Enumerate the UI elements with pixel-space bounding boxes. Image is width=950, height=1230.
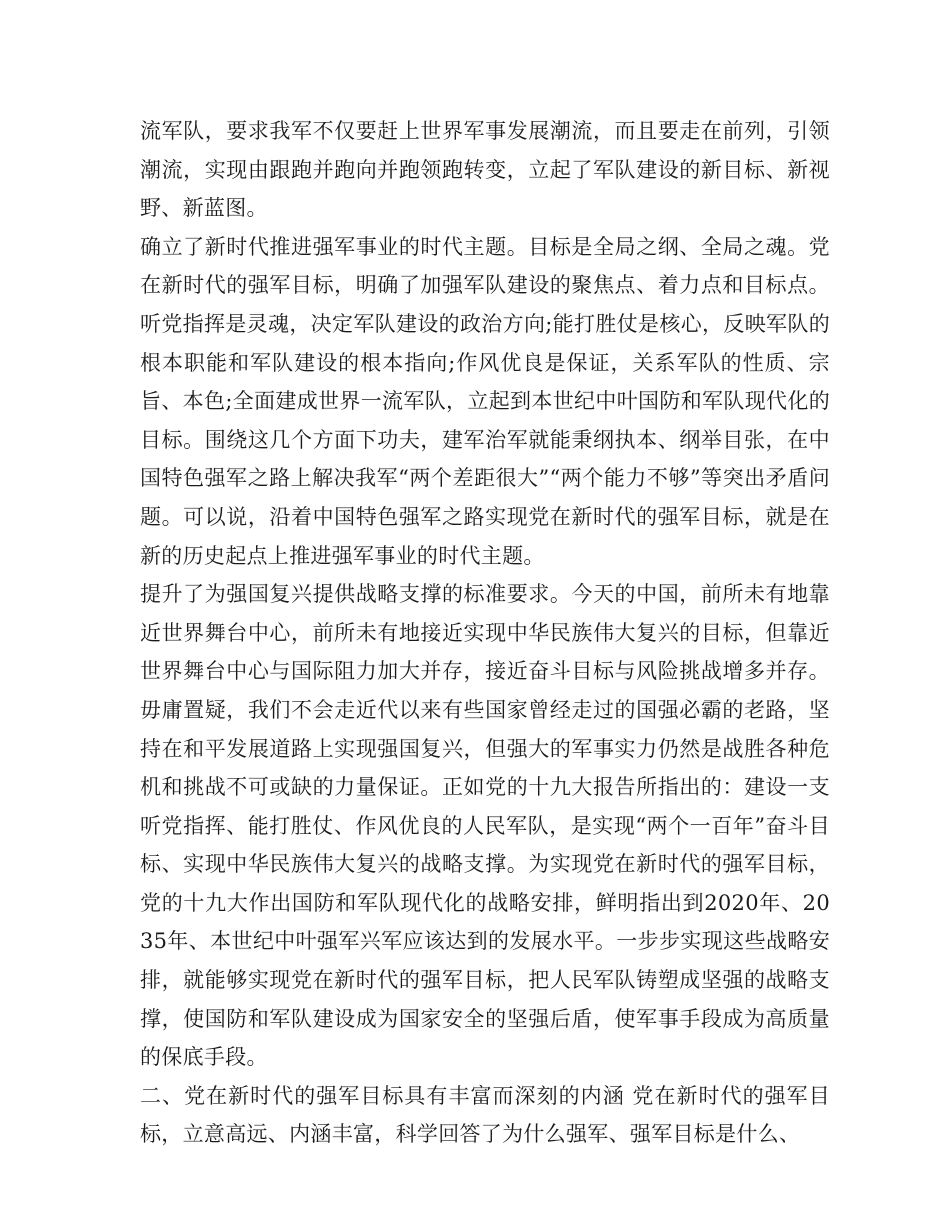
paragraph: 流军队，要求我军不仅要赶上世界军事发展潮流，而且要走在前列，引领潮流，实现由跟跑并跑向并跑领跑转变，立起了军队建设的新目标、新视野、新蓝图。 [140,119,830,221]
paragraph: 二、党在新时代的强军目标具有丰富而深刻的内涵 党在新时代的强军目标，立意高远、内涵丰富，科学回答了为什么强军、强军目标是什么、 [140,1083,830,1147]
paragraph: 提升了为强国复兴提供战略支撑的标准要求。今天的中国，前所未有地靠近世界舞台中心，前所未有地接近实现中华民族伟大复兴的目标，但靠近世界舞台中心与国际阻力加大并存，接近奋斗目标与风险挑战增多并存。毋庸置疑，我们不会走近代以来有些国家曾经走过的国强必霸的老路，坚持在和平发展道路上实现强国复兴，但强大的军事实力仍然是战胜各种危机和挑战不可或缺的力量保证。正如党的十九大报告所指出的：建设一支听党指挥、能打胜仗、作风优良的人民军队，是实现“两个一百年”奋斗目标、实现中华民族伟大复兴的战略支撑。为实现党在新时代的强军目标，党的十九大作出国防和军队现代化的战略安排，鲜明指出到2020年、2035年、本世纪中叶强军兴军应该达到的发展水平。一步步实现这些战略安排，就能够实现党在新时代的强军目标，把人民军队铸塑成坚强的战略支撑，使国防和军队建设成为国家安全的坚强后盾，使军事手段成为高质量的保底手段。 [140,582,830,1070]
document-body [140,112,830,1154]
paragraph: 确立了新时代推进强军事业的时代主题。目标是全局之纲、全局之魂。党在新时代的强军目标，明确了加强军队建设的聚焦点、着力点和目标点。听党指挥是灵魂，决定军队建设的政治方向;能打胜仗是核心，反映军队的根本职能和军队建设的根本指向;作风优良是保证，关系军队的性质、宗旨、本色;全面建成世界一流军队，立起到本世纪中叶国防和军队现代化的目标。围绕这几个方面下功夫，建军治军就能秉纲执本、纲举目张，在中国特色强军之路上解决我军“两个差距很大”“两个能力不够”等突出矛盾问题。可以说，沿着中国特色强军之路实现党在新时代的强军目标，就是在新的历史起点上推进强军事业的时代主题。 [140,234,830,568]
